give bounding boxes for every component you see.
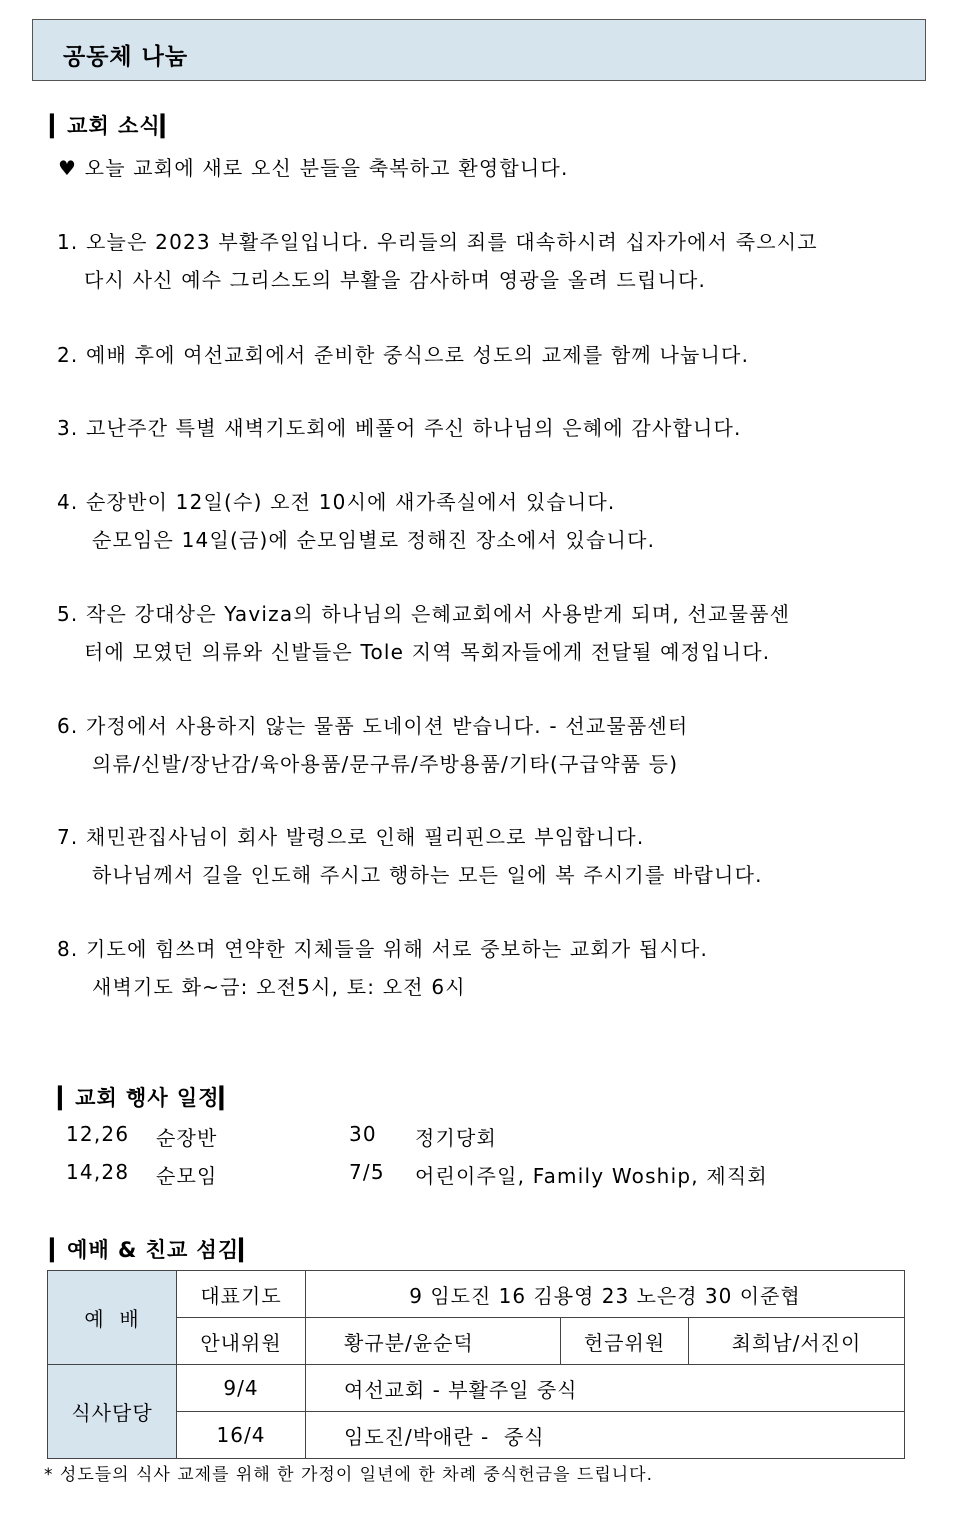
heading-bar-right: ▎: [239, 1238, 257, 1262]
event-name: 정기당회: [415, 1126, 498, 1150]
news-heading: [50, 110, 178, 140]
meal-date: 9/4: [177, 1365, 306, 1412]
service-heading-text: 예배 & 친교 섬김: [67, 1238, 240, 1262]
news-item-2-line1: 2. 예배 후에 여선교회에서 준비한 중식으로 성도의 교제를 함께 나눕니다.: [57, 343, 750, 367]
heading-bar-left: ▎: [50, 1238, 68, 1262]
prayer-value: 9 임도진 16 김용영 23 노은경 30 이준협: [306, 1271, 905, 1318]
service-table: [47, 1270, 905, 1459]
prayer-label: 대표기도: [177, 1271, 306, 1318]
event-date: 14,28: [66, 1160, 130, 1184]
meal-desc: 여선교회 - 부활주일 중식: [306, 1365, 905, 1412]
news-item-6-line2: 의류/신발/장난감/육아용품/문구류/주방용품/기타(구급약품 등): [92, 752, 679, 776]
event-name: 어린이주일, Family Woship, 제직회: [415, 1164, 768, 1188]
footnote: * 성도들의 식사 교제를 위해 한 가정이 일년에 한 차례 중식헌금을 드립니다.: [44, 1465, 654, 1485]
news-item-8-line2: 새벽기도 화~금: 오전5시, 토: 오전 6시: [92, 975, 466, 999]
news-item-7-line2: 하나님께서 길을 인도해 주시고 행하는 모든 일에 복 주시기를 바랍니다.: [92, 863, 763, 887]
news-item-6-line1: 6. 가정에서 사용하지 않는 물품 도네이션 받습니다. - 선교물품센터: [57, 714, 689, 738]
page-title: 공동체 나눔: [63, 44, 189, 70]
news-item-4-line2: 순모임은 14일(금)에 순모임별로 정해진 장소에서 있습니다.: [92, 528, 656, 552]
news-item-5-line1: 5. 작은 강대상은 Yaviza의 하나님의 은혜교회에서 사용받게 되며, 선교물품센: [57, 602, 791, 626]
offering-label: 헌금위원: [561, 1318, 689, 1365]
news-item-3-line1: 3. 고난주간 특별 새벽기도회에 베풀어 주신 하나님의 은혜에 감사합니다.: [57, 416, 742, 440]
heading-bar-left: ▎: [58, 1086, 76, 1110]
heading-bar-left: ▎: [50, 114, 68, 138]
usher-value: 황규분/윤순덕: [306, 1318, 561, 1365]
event-name: 순장반: [156, 1126, 218, 1150]
news-item-8-line1: 8. 기도에 힘쓰며 연약한 지체들을 위해 서로 중보하는 교회가 됩시다.: [57, 937, 709, 961]
event-date: 7/5: [349, 1160, 385, 1184]
events-heading: [58, 1082, 237, 1112]
news-item-4-line1: 4. 순장반이 12일(수) 오전 10시에 새가족실에서 있습니다.: [57, 490, 616, 514]
event-date: 12,26: [66, 1122, 130, 1146]
offering-value: 최희남/서진이: [689, 1318, 905, 1365]
event-name: 순모임: [156, 1164, 218, 1188]
news-item-1-line2: 다시 사신 예수 그리스도의 부활을 감사하며 영광을 올려 드립니다.: [84, 268, 707, 292]
news-item-5-line2: 터에 모였던 의류와 신발들은 Tole 지역 목회자들에게 전달될 예정입니다.: [84, 640, 771, 664]
service-heading: [50, 1234, 256, 1264]
heading-bar-right: ▎: [219, 1086, 237, 1110]
news-item-1-line1: 1. 오늘은 2023 부활주일입니다. 우리들의 죄를 대속하시려 십자가에서 죽으시고: [57, 230, 818, 254]
meal-date: 16/4: [177, 1412, 306, 1459]
meal-label: 식사담당: [48, 1365, 177, 1459]
heading-bar-right: ▎: [160, 114, 178, 138]
news-item-7-line1: 7. 채민관집사님이 회사 발령으로 인해 필리핀으로 부임합니다.: [57, 825, 645, 849]
events-heading-text: 교회 행사 일정: [75, 1086, 220, 1110]
worship-label: 예 배: [48, 1271, 177, 1365]
header-box: [32, 19, 926, 81]
usher-label: 안내위원: [177, 1318, 306, 1365]
news-heading-text: 교회 소식: [67, 114, 161, 138]
event-date: 30: [349, 1122, 377, 1146]
welcome-line: ♥ 오늘 교회에 새로 오신 분들을 축복하고 환영합니다.: [58, 156, 569, 180]
meal-desc: 임도진/박애란 - 중식: [306, 1412, 905, 1459]
